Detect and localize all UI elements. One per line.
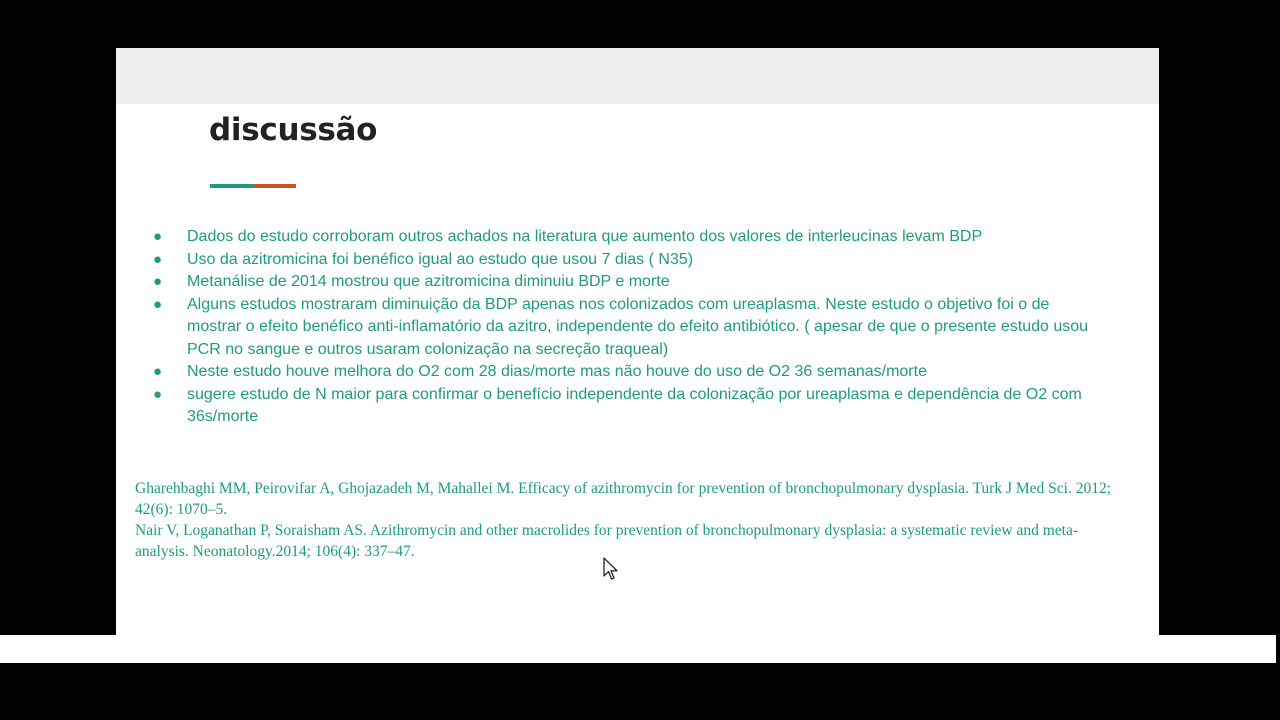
bottom-white-strip bbox=[0, 635, 1276, 663]
accent-orange-segment bbox=[253, 184, 296, 188]
title-accent-line bbox=[210, 184, 296, 188]
bullet-list bbox=[148, 226, 1108, 429]
bullet-text: Dados do estudo corroboram outros achados na literatura que aumento dos valores de interleucinas levam BDP bbox=[187, 228, 983, 245]
bullet-dot-icon: ● bbox=[153, 363, 163, 380]
bullet-item bbox=[148, 384, 1108, 429]
bullet-text: Alguns estudos mostraram diminuição da BDP apenas nos colonizados com ureaplasma. Neste estudo o objetivo foi o de mostrar o efeito benéfico anti-inflamatório da azitro, independente do efeito antibiótico. ( apesar de que o presente estudo usou PCR no sangue e outros usaram colonização na secreção traqueal) bbox=[187, 295, 1089, 358]
bullet-text: Metanálise de 2014 mostrou que azitromicina diminuiu BDP e morte bbox=[187, 273, 670, 290]
bullet-dot-icon: ● bbox=[153, 228, 163, 245]
bullet-item bbox=[148, 226, 1108, 249]
reference-item: Nair V, Loganathan P, Soraisham AS. Azithromycin and other macrolides for prevention of bronchopulmonary dysplasia: a systematic review and meta-analysis. Neonatology.2014; 106(4): 337–47. bbox=[135, 522, 1078, 560]
reference-item: Gharehbaghi MM, Peirovifar A, Ghojazadeh M, Mahallei M. Efficacy of azithromycin for prevention of bronchopulmonary dysplasia. Turk J Med Sci. 2012; 42(6): 1070–5. bbox=[135, 480, 1112, 518]
references bbox=[135, 478, 1120, 562]
presentation-slide bbox=[116, 48, 1159, 635]
mouse-pointer-icon bbox=[603, 557, 619, 581]
bullet-dot-icon: ● bbox=[153, 295, 163, 313]
bullet-item bbox=[148, 294, 1108, 362]
slide-title: discussão bbox=[209, 112, 378, 148]
bullet-item bbox=[148, 271, 1108, 294]
bullet-dot-icon: ● bbox=[153, 385, 163, 403]
bullet-text: Neste estudo houve melhora do O2 com 28 dias/morte mas não houve do uso de O2 36 semanas/morte bbox=[187, 363, 927, 380]
accent-green-segment bbox=[210, 184, 253, 188]
bullet-item bbox=[148, 249, 1108, 272]
slide-header-bar bbox=[116, 48, 1159, 104]
bullet-dot-icon: ● bbox=[153, 250, 163, 268]
bullet-dot-icon: ● bbox=[153, 273, 163, 290]
bullet-text: Uso da azitromicina foi benéfico igual ao estudo que usou 7 dias ( N35) bbox=[187, 250, 694, 268]
bullet-item bbox=[148, 361, 1108, 384]
bullet-text: sugere estudo de N maior para confirmar o benefício independente da colonização por ureaplasma e dependência de O2 com 36s/morte bbox=[187, 385, 1082, 425]
